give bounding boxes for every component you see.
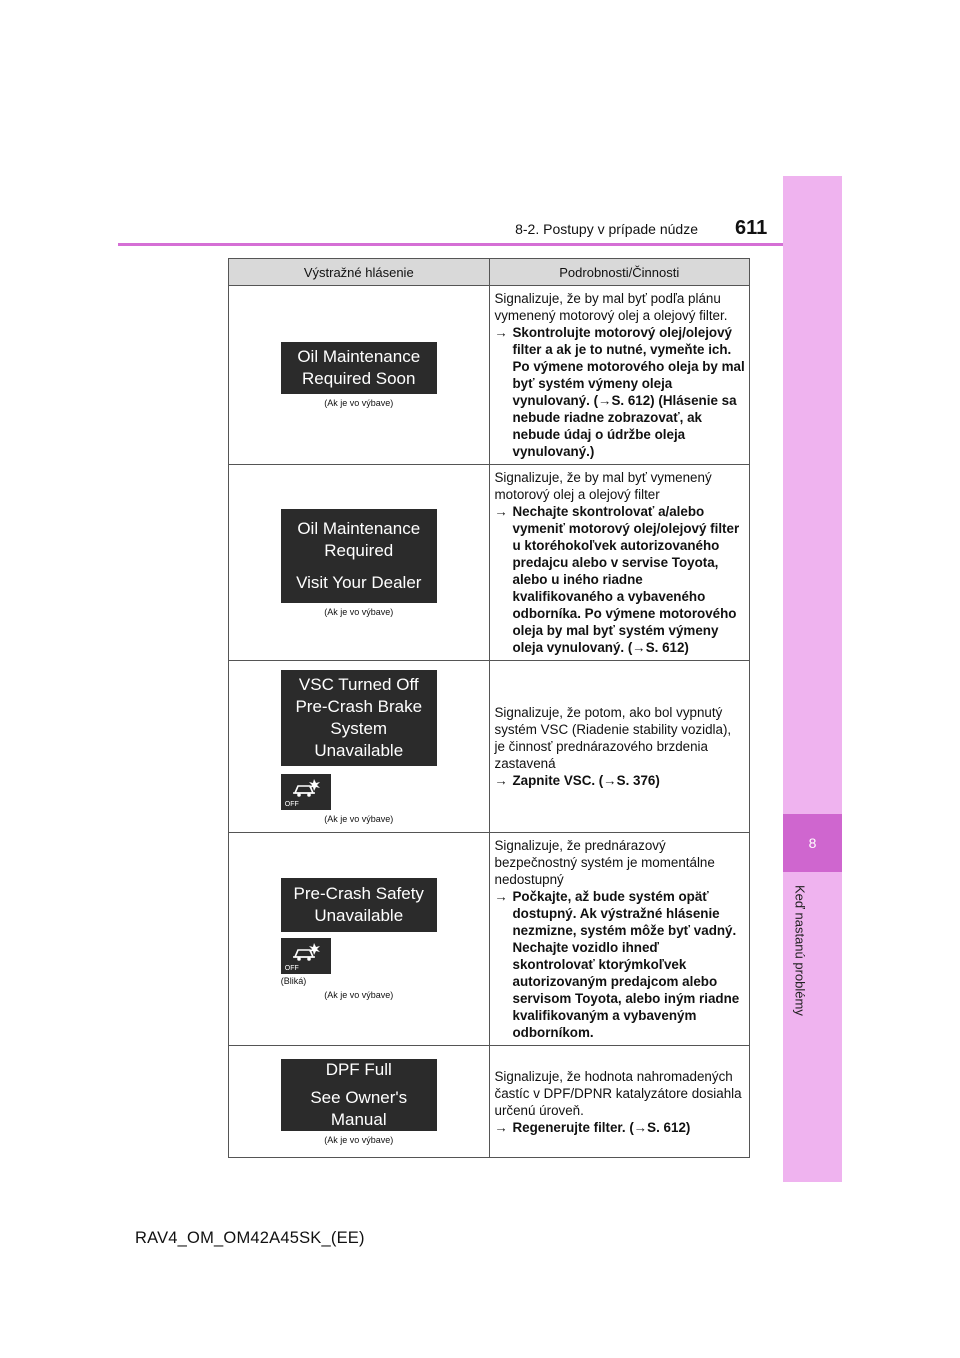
- pre-crash-off-indicator: [281, 774, 331, 810]
- display-line: Unavailable: [314, 740, 404, 760]
- display-line: See Owner's Manual: [310, 1087, 408, 1129]
- page-number: 611: [735, 217, 768, 239]
- display-line: DPF Full: [325, 1059, 392, 1079]
- arrow-icon: →: [494, 325, 508, 340]
- table-row: [229, 1046, 750, 1158]
- section-title: 8-2. Postupy v prípade núdze: [515, 221, 698, 237]
- table-row: [229, 661, 750, 833]
- description-text: Signalizuje, že by mal byť podľa plánu vymenený motorový olej a olejový filter.: [494, 291, 728, 323]
- equipment-caption: (Ak je vo výbave): [324, 606, 394, 617]
- display-line: Visit Your Dealer: [296, 572, 422, 592]
- chapter-title: Keď nastanú problémy: [792, 884, 808, 1016]
- display-line: Required: [324, 540, 394, 560]
- message-cell: [229, 661, 490, 833]
- display-line: Oil Maintenance: [297, 518, 421, 538]
- warning-display: [281, 670, 437, 766]
- col-header-message: Výstražné hlásenie: [229, 259, 490, 286]
- display-line: Required Soon: [302, 369, 416, 388]
- warning-display: [281, 1059, 437, 1131]
- chapter-number: 8: [783, 814, 842, 872]
- message-cell: [229, 833, 490, 1046]
- action-item: [495, 1119, 746, 1136]
- table-header-row: [229, 259, 750, 286]
- details-cell: [489, 1046, 750, 1158]
- action-text: Počkajte, až bude systém opäť dostupný. Ak výstražné hlásenie nezmizne, systém môže byť vadný. Nechajte vozidlo ihneď skontrolovať ktorýmkoľvek autorizovaným predajcom alebo servisom Toyota, alebo iným riadne kvalifikovaným a vybaveným odborníkom.: [512, 889, 740, 1040]
- display-line: Oil Maintenance: [297, 347, 421, 366]
- message-cell: [229, 1046, 490, 1158]
- details-cell: [489, 833, 750, 1046]
- indicator-off-label: OFF: [284, 800, 299, 808]
- action-text: Zapnite VSC. (→S. 376): [512, 773, 660, 788]
- equipment-caption: (Ak je vo výbave): [324, 1134, 394, 1145]
- action-text: Nechajte skontrolovať a/alebo vymeniť motorový olej/olejový filter u ktoréhokoľvek autorizovaného predajcu alebo v servise Toyota, alebo u iného riadne kvalifikovaného a vybaveného odborníka. Po výmene motorového oleja by mal byť systém výmeny oleja vynulovaný. (→S. 612): [512, 504, 740, 655]
- arrow-icon: →: [494, 1119, 508, 1135]
- warning-display: [281, 509, 437, 603]
- arrow-icon: →: [494, 773, 508, 788]
- description-text: Signalizuje, že prednárazový bezpečnostný systém je momentálne nedostupný: [494, 838, 715, 887]
- description-text: Signalizuje, že hodnota nahromadených častíc v DPF/DPNR katalyzátore dosiahla určenú úroveň.: [494, 1068, 742, 1118]
- description-text: Signalizuje, že by mal byť vymenený motorový olej a olejový filter: [494, 470, 712, 502]
- action-item: [495, 772, 746, 789]
- equipment-caption: (Ak je vo výbave): [324, 813, 394, 824]
- display-line: Unavailable: [314, 906, 404, 925]
- col-header-details: Podrobnosti/Činnosti: [489, 259, 750, 286]
- action-item: [495, 503, 746, 656]
- details-cell: [489, 286, 750, 465]
- display-line: VSC Turned Off: [298, 674, 419, 694]
- action-text: Skontrolujte motorový olej/olejový filter a ak je to nutné, vymeňte ich. Po výmene motorového oleja by mal byť systém výmeny oleja vynulovaný. (→S. 612) (Hlásenie sa nebude riadne zobrazovať, ak nebude údaj o údržbe oleja vynulovaný.): [512, 325, 745, 459]
- pre-crash-car-icon: [289, 941, 323, 963]
- pre-crash-car-icon: [289, 777, 323, 799]
- arrow-icon: →: [494, 504, 508, 519]
- action-item: [495, 888, 746, 1041]
- indicator-off-label: OFF: [284, 965, 299, 972]
- details-cell: [489, 465, 750, 661]
- description-text: Signalizuje, že potom, ako bol vypnutý systém VSC (Riadenie stability vozidla), je činnosť prednárazového brzdenia zastavená: [494, 705, 732, 771]
- pre-crash-off-indicator: [281, 938, 331, 974]
- display-line: Pre-Crash Brake: [295, 696, 423, 716]
- message-cell: [229, 286, 490, 465]
- equipment-caption: (Ak je vo výbave): [324, 398, 394, 408]
- display-line: System: [330, 718, 388, 738]
- action-text: Regenerujte filter. (→S. 612): [512, 1119, 691, 1135]
- warning-display: [281, 878, 437, 932]
- display-line: Pre-Crash Safety: [293, 884, 424, 903]
- document-code: RAV4_OM_OM42A45SK_(EE): [135, 1229, 365, 1247]
- arrow-icon: →: [494, 889, 508, 904]
- warning-message-table: [228, 258, 750, 1158]
- message-cell: [229, 465, 490, 661]
- equipment-caption: (Ak je vo výbave): [324, 990, 394, 1000]
- action-item: [495, 324, 746, 460]
- table-row: [229, 465, 750, 661]
- details-cell: [489, 661, 750, 833]
- header-rule: [118, 243, 783, 246]
- warning-display: [281, 342, 437, 394]
- blink-note: (Bliká): [280, 976, 307, 986]
- table-row: [229, 833, 750, 1046]
- table-row: [229, 286, 750, 465]
